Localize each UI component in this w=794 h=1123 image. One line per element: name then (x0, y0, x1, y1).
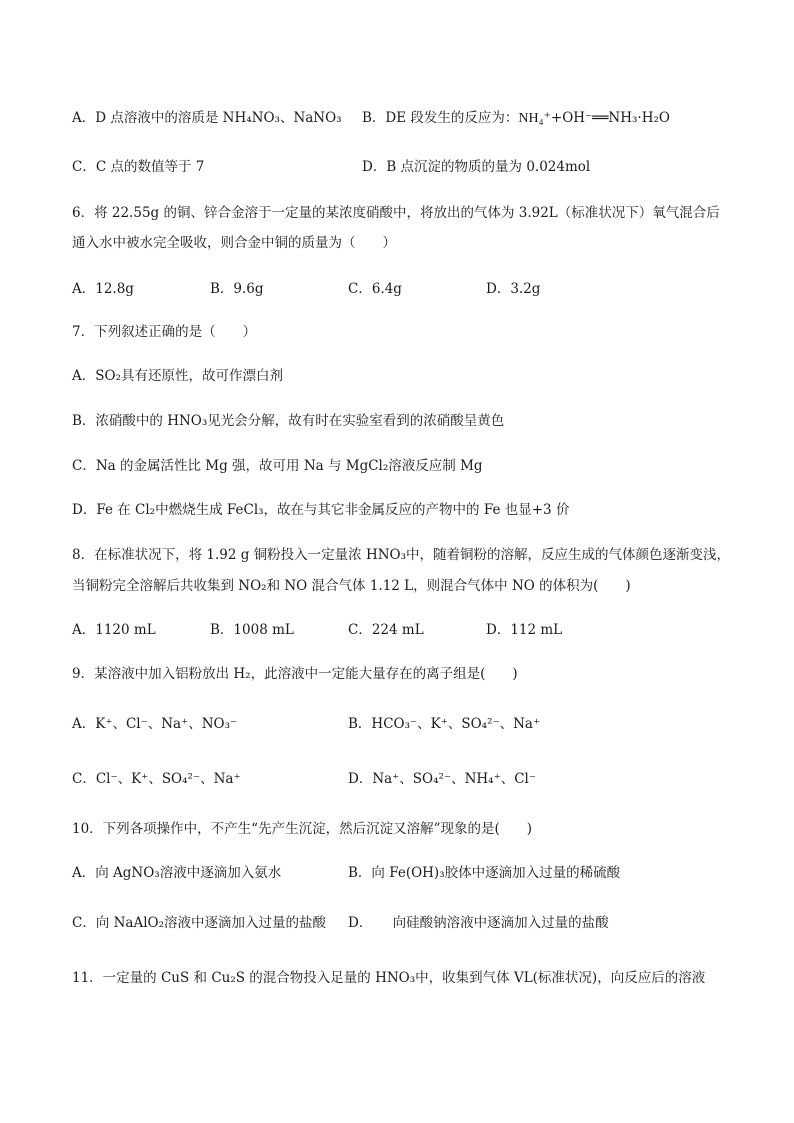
q8-option-d: D．112 mL (486, 622, 563, 638)
q9-option-a: A．K⁺、Cl⁻、Na⁺、NO₃⁻ (72, 716, 238, 732)
q5-option-a: A．D 点溶液中的溶质是 NH₄NO₃、NaNO₃ (72, 110, 342, 126)
q10-option-d: D． 向硅酸钠溶液中逐滴加入过量的盐酸 (348, 915, 609, 931)
q6-option-a: A．12.8g (72, 281, 134, 297)
q5-option-c: C．C 点的数值等于 7 (72, 159, 205, 175)
q10-option-b: B．向 Fe(OH)₃胶体中逐滴加入过量的稀硫酸 (348, 865, 621, 881)
q11-stem-line1: 11．一定量的 CuS 和 Cu₂S 的混合物投入足量的 HNO₃中，收集到气体 VL(标准状况)，向反应后的溶液 (72, 970, 706, 986)
q5-option-b-rest: +OH⁻══NH₃·H₂O (550, 110, 670, 126)
q7-option-c: C．Na 的金属活性比 Mg 强，故可用 Na 与 MgCl₂溶液反应制 Mg (72, 458, 483, 474)
q9-option-c: C．Cl⁻、K⁺、SO₄²⁻、Na⁺ (72, 771, 241, 787)
q6-stem-line1: 6．将 22.55g 的铜、锌合金溶于一定量的某浓度硝酸中，将放出的气体为 3.92L（标准状况下）氧气混合后 (72, 205, 720, 221)
q5-option-b-prefix: B．DE 段发生的反应为： (362, 110, 519, 126)
q8-stem-line1: 8．在标准状况下，将 1.92 g 铜粉投入一定量浓 HNO₃中，随着铜粉的溶解，反应生成的气体颜色逐渐变浅， (72, 547, 731, 563)
q9-stem: 9．某溶液中加入铝粉放出 H₂，此溶液中一定能大量存在的离子组是( ) (72, 666, 518, 682)
q7-option-d: D．Fe 在 Cl₂中燃烧生成 FeCl₃，故在与其它非金属反应的产物中的 Fe 也显+3 价 (72, 502, 570, 518)
q10-stem: 10．下列各项操作中，不产生“先产生沉淀，然后沉淀又溶解”现象的是( ) (72, 821, 533, 837)
q8-option-b: B．1008 mL (210, 622, 294, 638)
q5-option-b (362, 108, 670, 129)
q5-option-d: D．B 点沉淀的物质的量为 0.024mol (362, 159, 591, 175)
q6-stem-line2: 通入水中被水完全吸收，则合金中铜的质量为（ ） (72, 235, 396, 251)
q10-option-c: C．向 NaAlO₂溶液中逐滴加入过量的盐酸 (72, 915, 327, 931)
q6-option-d: D．3.2g (486, 281, 541, 297)
q8-option-a: A．1120 mL (72, 622, 156, 638)
q9-option-b: B．HCO₃⁻、K⁺、SO₄²⁻、Na⁺ (348, 716, 541, 732)
q7-stem: 7．下列叙述正确的是（ ） (72, 324, 257, 340)
q7-option-a: A．SO₂具有还原性，故可作漂白剂 (72, 368, 283, 384)
q9-option-d: D．Na⁺、SO₄²⁻、NH₄⁺、Cl⁻ (348, 771, 536, 787)
q5-option-b-ion: NH₄⁺ (518, 111, 551, 126)
q6-option-b: B．9.6g (210, 281, 264, 297)
q8-option-c: C．224 mL (348, 622, 424, 638)
q10-option-a: A．向 AgNO₃溶液中逐滴加入氨水 (72, 865, 282, 881)
q6-option-c: C．6.4g (348, 281, 402, 297)
q7-option-b: B．浓硝酸中的 HNO₃见光会分解，故有时在实验室看到的浓硝酸呈黄色 (72, 413, 505, 429)
q8-stem-line2: 当铜粉完全溶解后共收集到 NO₂和 NO 混合气体 1.12 L，则混合气体中 NO 的体积为( ) (72, 578, 631, 594)
